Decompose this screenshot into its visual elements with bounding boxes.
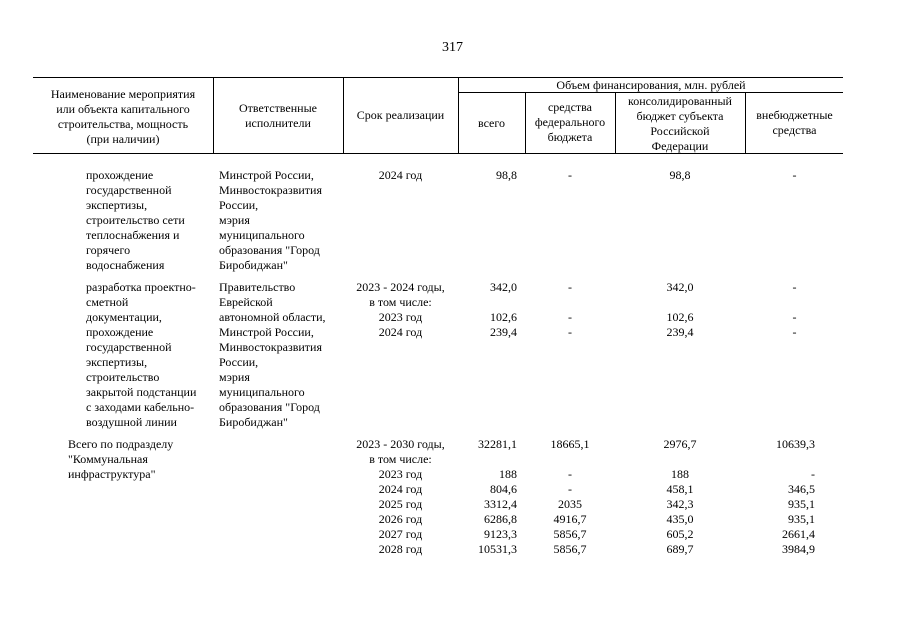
row-federal: - - - [568, 280, 572, 339]
header-total: всего [477, 116, 506, 130]
page-number: 317 [442, 40, 463, 55]
row-federal: 18665,1 - - 2035 4916,7 5856,7 5856,7 [550, 437, 590, 556]
header-funding: Объем финансирования, млн. рублей [556, 78, 746, 92]
row-period: 2024 год [378, 168, 423, 182]
row-total: 98,8 [496, 168, 517, 182]
header-period: Срок реализации [356, 108, 445, 122]
row-responsible: Правительство Еврейской автономной области, Минстрой России, Минвостокразвития России, мэрия муниципального образования "Город Биробиджан" [219, 280, 326, 429]
row-period: 2023 - 2030 годы, в том числе: 2023 год 2024 год 2025 год 2026 год 2027 год 2028 год [356, 437, 445, 556]
row-name: Всего по подразделу "Коммунальная инфраструктура" [68, 437, 174, 481]
row-extra: 10639,3 - 346,5 935,1 935,1 2661,4 3984,9 [776, 437, 815, 556]
row-regional: 98,8 [669, 168, 691, 182]
row-extra: - [792, 168, 797, 182]
row-responsible: Минстрой России, Минвостокразвития России, мэрия муниципального образования "Город Биробиджан" [219, 168, 322, 272]
row-name: разработка проектно- сметной документации, прохождение государственной экспертизы, строительство закрытой подстанции с заходами кабельно- воздушной линии [86, 280, 197, 429]
row-total: 342,0 102,6 239,4 [490, 280, 517, 339]
row-regional: 342,0 102,6 239,4 [666, 280, 694, 339]
row-period: 2023 - 2024 годы, в том числе: 2023 год 2024 год [356, 280, 445, 339]
header-regional: консолидированный бюджет субъекта Российской Федерации [628, 94, 732, 153]
header-name: Наименование мероприятия или объекта капитального строительства, мощность (при наличии) [50, 87, 196, 146]
row-regional: 2976,7 188 458,1 342,3 435,0 605,2 689,7 [663, 437, 697, 556]
row-federal: - [568, 168, 572, 182]
header-responsible: Ответственные исполнители [239, 101, 317, 130]
header-extra: внебюджетные средства [756, 108, 833, 137]
header-federal: средства федерального бюджета [534, 100, 606, 144]
row-extra: - - - [792, 280, 797, 339]
row-name: прохождение государственной экспертизы, строительство сети теплоснабжения и горячего водоснабжения [86, 168, 185, 272]
row-total: 32281,1 188 804,6 3312,4 6286,8 9123,3 10531,3 [478, 437, 517, 556]
